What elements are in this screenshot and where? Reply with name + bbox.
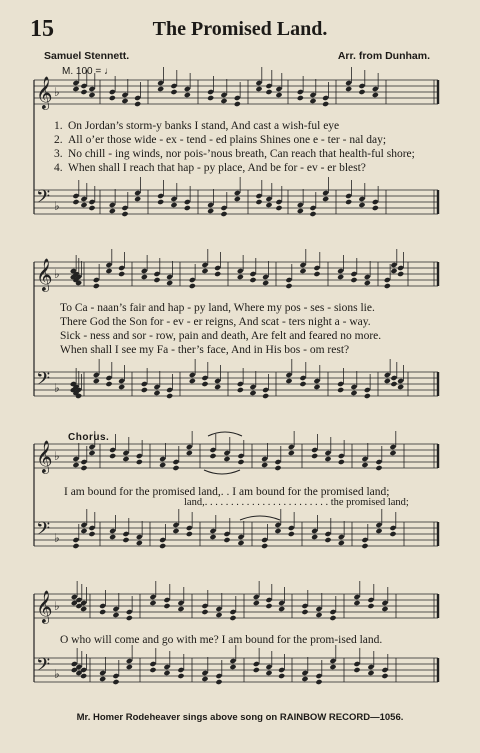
note-head [322, 196, 329, 202]
note-head [237, 274, 244, 280]
note-head [149, 667, 156, 673]
note-head [105, 268, 112, 274]
note-head [367, 670, 374, 676]
refrain-line-1: To Ca - naan’s fair and hap - py land, Where my pos - ses - sions lie. [60, 302, 375, 314]
note-head [265, 202, 272, 208]
note-head [189, 378, 196, 384]
note-head [157, 86, 164, 92]
note-head [166, 393, 173, 399]
note-head [278, 606, 285, 612]
note-head [299, 381, 306, 387]
note-head [253, 600, 260, 606]
note-head [285, 283, 292, 289]
note-head [163, 670, 170, 676]
verse-line-2: 2. All o’er those wide - ex - tend - ed plains Shines one e - ter - nal day; [54, 134, 387, 146]
flat-icon: ♭ [54, 599, 60, 613]
note-head [315, 679, 322, 685]
note-head [278, 673, 285, 679]
refrain-line-4: When shall I see my Fa - ther’s face, And in His bos - om rest? [60, 344, 350, 356]
note-head [309, 211, 316, 217]
note-head [80, 202, 87, 208]
note-head [72, 86, 79, 92]
flat-icon: ♭ [54, 85, 60, 99]
verse-line-3: 3. No chill - ing winds, nor pois-’nous breath, Can reach that health-ful shore; [54, 148, 415, 160]
note-head [99, 676, 106, 682]
slur [204, 470, 240, 474]
flat-icon: ♭ [54, 667, 60, 681]
note-head [163, 603, 170, 609]
note-head [361, 543, 368, 549]
note-head [262, 393, 269, 399]
note-head [229, 615, 236, 621]
note-head [215, 612, 222, 618]
note-head [172, 528, 179, 534]
treble-clef-icon: 𝄞 [36, 440, 53, 473]
note-head [261, 462, 268, 468]
bass-clef-icon: 𝄢 [36, 187, 51, 212]
note-head [186, 450, 193, 456]
note-head [237, 387, 244, 393]
note-head [99, 609, 106, 615]
note-head [122, 456, 129, 462]
note-head [93, 378, 100, 384]
tempo-marking: M. 100 = ♩ [62, 66, 114, 77]
note-head [80, 528, 87, 534]
note-head [157, 199, 164, 205]
note-head [338, 459, 345, 465]
note-head [309, 98, 316, 104]
note-head [126, 615, 133, 621]
note-head [72, 543, 79, 549]
note-head [88, 92, 95, 98]
note-head [122, 537, 129, 543]
note-head [80, 465, 87, 471]
note-head [153, 277, 160, 283]
note-head [372, 92, 379, 98]
flat-icon: ♭ [54, 381, 60, 395]
note-head [311, 453, 318, 459]
composer-credit: Arr. from Dunham. [337, 50, 430, 62]
note-head [324, 456, 331, 462]
note-head [275, 92, 282, 98]
note-head [72, 462, 79, 468]
note-head [141, 387, 148, 393]
note-head [361, 462, 368, 468]
lyricist-credit: Samuel Stennett. [44, 50, 130, 62]
note-head [170, 202, 177, 208]
note-head [201, 609, 208, 615]
record-footnote: Mr. Homer Rodeheaver sings above song on RAINBOW RECORD—1056. [76, 712, 404, 723]
refrain-line-3: Sick - ness and sor - row, pain and death, Are felt and feared no more. [60, 330, 382, 342]
note-head [105, 381, 112, 387]
flat-icon: ♭ [54, 199, 60, 213]
note-head [136, 540, 143, 546]
note-head [364, 280, 371, 286]
note-head [112, 679, 119, 685]
note-head [265, 670, 272, 676]
note-head [338, 540, 345, 546]
note-head [358, 89, 365, 95]
note-head [249, 277, 256, 283]
note-head [288, 450, 295, 456]
note-head [121, 211, 128, 217]
note-head [177, 606, 184, 612]
note-head [209, 534, 216, 540]
note-head [301, 609, 308, 615]
chorus-label: Chorus. [68, 432, 110, 443]
note-head [172, 465, 179, 471]
note-head [88, 450, 95, 456]
note-head [397, 384, 404, 390]
note-head [215, 679, 222, 685]
chorus-line-1-echo: land,. . . . . . . . . . . . . . . . . . . . . . . . the promised land; [184, 497, 409, 508]
treble-clef-icon: 𝄞 [36, 590, 53, 623]
slur [208, 432, 242, 436]
note-head [337, 387, 344, 393]
note-head [220, 211, 227, 217]
note-head [88, 531, 95, 537]
note-head [177, 673, 184, 679]
note-head [159, 543, 166, 549]
note-head [297, 208, 304, 214]
note-head [322, 101, 329, 107]
note-head [353, 600, 360, 606]
note-head [220, 98, 227, 104]
note-head [255, 199, 262, 205]
note-head [72, 199, 79, 205]
note-head [201, 676, 208, 682]
note-head [384, 283, 391, 289]
note-head [153, 390, 160, 396]
note-head [375, 528, 382, 534]
note-head [301, 676, 308, 682]
note-head [214, 384, 221, 390]
bass-clef-icon: 𝄢 [36, 519, 51, 544]
note-head [223, 456, 230, 462]
treble-clef-icon: 𝄞 [36, 258, 53, 291]
note-head [253, 667, 260, 673]
note-head [136, 459, 143, 465]
flat-icon: ♭ [54, 449, 60, 463]
note-head [109, 534, 116, 540]
refrain-line-2: There God the Son for - ev - er reigns, And scat - ters night a - way. [60, 316, 371, 328]
note-head [223, 537, 230, 543]
note-head [201, 268, 208, 274]
note-head [255, 86, 262, 92]
note-head [390, 381, 397, 387]
slur [240, 516, 280, 520]
bass-clef-icon: 𝄢 [36, 655, 51, 680]
verse-line-1: 1. On Jordan’s storm-y banks I stand, And cast a wish-ful eye [54, 120, 340, 132]
note-head [350, 277, 357, 283]
note-head [166, 280, 173, 286]
note-head [249, 390, 256, 396]
chorus-line-1: I am bound for the promised land,. . I am bound for the promised land; [64, 486, 390, 498]
note-head [329, 664, 336, 670]
note-head [381, 606, 388, 612]
note-head [261, 543, 268, 549]
note-head [109, 208, 116, 214]
note-head [313, 384, 320, 390]
bass-clef-icon: 𝄢 [36, 369, 51, 394]
note-head [118, 271, 125, 277]
note-head [118, 384, 125, 390]
treble-clef-icon: 𝄞 [36, 76, 53, 109]
note-head [274, 528, 281, 534]
note-head [345, 199, 352, 205]
note-head [372, 205, 379, 211]
note-head [237, 459, 244, 465]
note-head [375, 465, 382, 471]
note-head [397, 271, 404, 277]
note-head [126, 664, 133, 670]
note-head [186, 531, 193, 537]
note-head [184, 205, 191, 211]
note-head [109, 95, 116, 101]
note-head [297, 95, 304, 101]
note-head [384, 378, 391, 384]
note-head [315, 612, 322, 618]
note-head [134, 101, 141, 107]
note-head [207, 208, 214, 214]
chorus-line-2: O who will come and go with me? I am bound for the prom-ised land. [60, 634, 383, 646]
note-head [170, 89, 177, 95]
note-head [214, 271, 221, 277]
note-head [274, 465, 281, 471]
flat-icon: ♭ [54, 531, 60, 545]
note-head [237, 540, 244, 546]
note-head [109, 453, 116, 459]
note-head [358, 202, 365, 208]
note-head [93, 283, 100, 289]
note-head [209, 453, 216, 459]
note-head [389, 531, 396, 537]
note-head [337, 274, 344, 280]
note-head [134, 196, 141, 202]
note-head [381, 673, 388, 679]
note-head [313, 271, 320, 277]
note-head [389, 450, 396, 456]
note-head [299, 268, 306, 274]
note-head [275, 205, 282, 211]
note-head [184, 92, 191, 98]
note-head [324, 537, 331, 543]
note-head [141, 274, 148, 280]
note-head [234, 101, 241, 107]
note-head [285, 378, 292, 384]
note-head [367, 603, 374, 609]
hymn-number: 15 [30, 16, 54, 42]
note-head [390, 268, 397, 274]
note-head [149, 600, 156, 606]
note-head [265, 603, 272, 609]
note-head [207, 95, 214, 101]
note-head [364, 393, 371, 399]
note-head [345, 86, 352, 92]
note-head [159, 462, 166, 468]
note-head [234, 196, 241, 202]
note-head [201, 381, 208, 387]
note-head [262, 280, 269, 286]
note-head [80, 89, 87, 95]
hymn-title: The Promised Land. [152, 18, 328, 40]
note-head [112, 612, 119, 618]
verse-line-4: 4. When shall I reach that hap - py place, And be for - ev - er blest? [54, 162, 366, 174]
note-head [121, 98, 128, 104]
note-head [288, 531, 295, 537]
note-head [229, 664, 236, 670]
note-head [189, 283, 196, 289]
note-head [311, 534, 318, 540]
note-head [350, 390, 357, 396]
note-head [265, 89, 272, 95]
note-head [353, 667, 360, 673]
note-head [329, 615, 336, 621]
flat-icon: ♭ [54, 267, 60, 281]
note-head [88, 205, 95, 211]
